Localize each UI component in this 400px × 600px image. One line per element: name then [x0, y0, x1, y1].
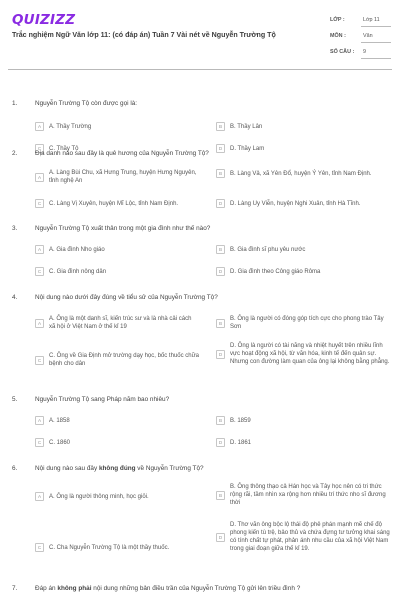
- option-key-box: C: [35, 199, 44, 208]
- question-text: Địa danh nào sau đây là quê hương của Nguyễn Trường Tộ?: [35, 150, 209, 157]
- option-text: C. Gia đình nông dân: [49, 268, 107, 275]
- q2-option-b[interactable]: [216, 169, 390, 178]
- option-text: D. Làng Uy Viễn, huyện Nghi Xuân, tỉnh Hà Tĩnh.: [230, 200, 361, 207]
- q4-option-c[interactable]: [35, 352, 199, 368]
- option-key-box: C: [35, 543, 44, 552]
- q6-option-d[interactable]: [216, 521, 390, 553]
- question-text: Nguyễn Trường Tộ sang Pháp năm bao nhiêu?: [35, 396, 170, 403]
- q3-option-d[interactable]: [216, 267, 390, 276]
- emphasis: không đúng: [98, 465, 136, 472]
- option-key-box: D: [216, 199, 225, 208]
- question-number: 3.: [12, 225, 18, 232]
- q4-option-d[interactable]: [216, 342, 390, 366]
- q2-option-c[interactable]: [35, 199, 199, 208]
- option-text: A. Gia đình Nho giáo: [49, 246, 105, 253]
- q1-option-b[interactable]: [216, 122, 390, 131]
- q2-option-d[interactable]: [216, 199, 390, 208]
- q1-option-a[interactable]: [35, 122, 199, 131]
- divider: [361, 42, 391, 43]
- meta-subject: [327, 30, 393, 44]
- option-text: B. 1859: [230, 417, 251, 424]
- meta-label: SỐ CÂU :: [330, 49, 355, 55]
- q5-option-c[interactable]: [35, 438, 199, 447]
- divider: [361, 58, 391, 59]
- meta-label: LỚP :: [330, 17, 345, 23]
- option-text: D. 1861: [230, 439, 252, 446]
- option-key-box: D: [216, 438, 225, 447]
- header-divider: [8, 69, 392, 70]
- q4-option-b[interactable]: [216, 315, 390, 331]
- option-text: A. Ông là người thông minh, học giỏi.: [49, 493, 149, 500]
- option-key-box: A: [35, 122, 44, 131]
- meta-value: 9: [363, 49, 366, 55]
- option-key-box: A: [35, 245, 44, 254]
- q6-option-a[interactable]: [35, 492, 199, 501]
- q2-option-a[interactable]: [35, 169, 199, 185]
- quizizz-logo: QUIZIZZ: [12, 12, 76, 28]
- question-text: Đáp án không phải nội dung những bản điều trần của Nguyễn Trường Tộ gửi lên triều đình ?: [35, 585, 301, 592]
- option-key-box: C: [35, 267, 44, 276]
- option-text: A. Thầy Trường: [49, 123, 92, 130]
- question-number: 4.: [12, 294, 18, 301]
- question-text: Nội dung nào sau đây không đúng về Nguyễn Trường Tộ?: [35, 465, 204, 472]
- question-text: Nguyễn Trường Tộ còn được gọi là:: [35, 100, 138, 107]
- option-text: D. Thầy Lam: [230, 145, 265, 152]
- option-key-box: C: [35, 438, 44, 447]
- option-text: A. 1858: [49, 417, 70, 424]
- option-text: A. Ông là một danh sĩ, kiến trúc sư và là nhà cải cách xã hội ở Việt Nam ở thế kỉ 19: [49, 316, 192, 330]
- option-text: B. Ông là người có đóng góp tích cực cho phong trào Tây Sơn: [230, 316, 384, 330]
- option-text: B. Ông thông thạo cả Hán học và Tây học nên có tri thức rộng rãi, tầm nhìn xa rộng hơn nhiều trí thức nho sĩ đương thời: [230, 484, 386, 506]
- option-key-box: C: [35, 356, 44, 365]
- meta-class: [327, 14, 393, 28]
- option-text: B. Gia đình sĩ phu yêu nước: [230, 246, 306, 253]
- option-key-box: A: [35, 173, 44, 182]
- option-text: C. Ông về Gia Định mở trường dạy học, bốc thuốc chữa bệnh cho dân: [49, 353, 199, 367]
- option-key-box: B: [216, 416, 225, 425]
- option-key-box: B: [216, 491, 225, 500]
- option-text: D. Gia đình theo Công giáo Rôma: [230, 268, 321, 275]
- option-key-box: D: [216, 267, 225, 276]
- divider: [361, 26, 391, 27]
- header: [0, 0, 400, 68]
- page-title: Trắc nghiệm Ngữ Văn lớp 11: (có đáp án) Tuần 7 Vài nét về Nguyễn Trường Tộ: [12, 31, 276, 39]
- option-key-box: A: [35, 492, 44, 501]
- option-key-box: B: [216, 122, 225, 131]
- option-key-box: D: [216, 350, 225, 359]
- question-number: 5.: [12, 396, 18, 403]
- q5-option-d[interactable]: [216, 438, 390, 447]
- emphasis: không phải: [57, 585, 92, 592]
- question-number: 2.: [12, 150, 18, 157]
- q3-option-a[interactable]: [35, 245, 199, 254]
- option-key-box: B: [216, 245, 225, 254]
- option-text: C. 1860: [49, 439, 71, 446]
- option-key-box: A: [35, 319, 44, 328]
- question-text: Nguyễn Trường Tộ xuất thân trong một gia đình như thế nào?: [35, 225, 211, 232]
- question-text: Nội dung nào dưới đây đúng về tiểu sử của Nguyễn Trường Tộ?: [35, 294, 218, 301]
- meta-value: Lớp 11: [363, 17, 380, 23]
- meta-question-count: [327, 46, 393, 60]
- question-number: 7.: [12, 585, 18, 592]
- meta-value: Văn: [363, 33, 373, 39]
- option-text: B. Làng Vả, xã Yên Đổ, huyện Ý Yên, tỉnh Nam Định.: [230, 170, 372, 177]
- q5-option-b[interactable]: [216, 416, 390, 425]
- q3-option-c[interactable]: [35, 267, 199, 276]
- option-key-box: A: [35, 416, 44, 425]
- q4-option-a[interactable]: [35, 315, 199, 331]
- option-text: D. Thơ văn ông bộc lộ thái độ phê phán mạnh mẽ chế độ phong kiến tù trệ, bảo thủ và chứa đựng tư tưởng khai sáng có tính chất tự phát, phản ánh nhu cầu của xã hội Việt Nam trong giai đoạn giữa thế kỉ 19.: [230, 522, 390, 552]
- option-key-box: D: [216, 533, 225, 542]
- option-text: A. Làng Bùi Chu, xã Hưng Trung, huyện Hưng Nguyên, tỉnh nghệ An: [49, 170, 197, 184]
- option-key-box: B: [216, 319, 225, 328]
- question-number: 6.: [12, 465, 18, 472]
- option-key-box: C: [35, 144, 44, 153]
- meta-label: MÔN :: [330, 33, 346, 39]
- q5-option-a[interactable]: [35, 416, 199, 425]
- q6-option-c[interactable]: [35, 543, 199, 552]
- option-text: C. Cha Nguyễn Trường Tộ là một thầy thuốc.: [49, 544, 170, 551]
- question-number: 1.: [12, 100, 18, 107]
- option-key-box: D: [216, 144, 225, 153]
- q3-option-b[interactable]: [216, 245, 390, 254]
- q6-option-b[interactable]: [216, 483, 390, 507]
- option-text: C. Làng Vị Xuyên, huyện Mĩ Lộc, tỉnh Nam Định.: [49, 200, 179, 207]
- option-text: C. Thầy Tộ: [49, 145, 79, 152]
- option-key-box: B: [216, 169, 225, 178]
- option-text: B. Thầy Lân: [230, 123, 263, 130]
- option-text: D. Ông là người có tài năng và nhiệt huyết trên nhiều lĩnh vực hoạt động xã hội, từ văn hóa, kinh tế đến quân sự. Nhưng con đường làm quan của ông lại không bằng phẳng.: [230, 343, 390, 365]
